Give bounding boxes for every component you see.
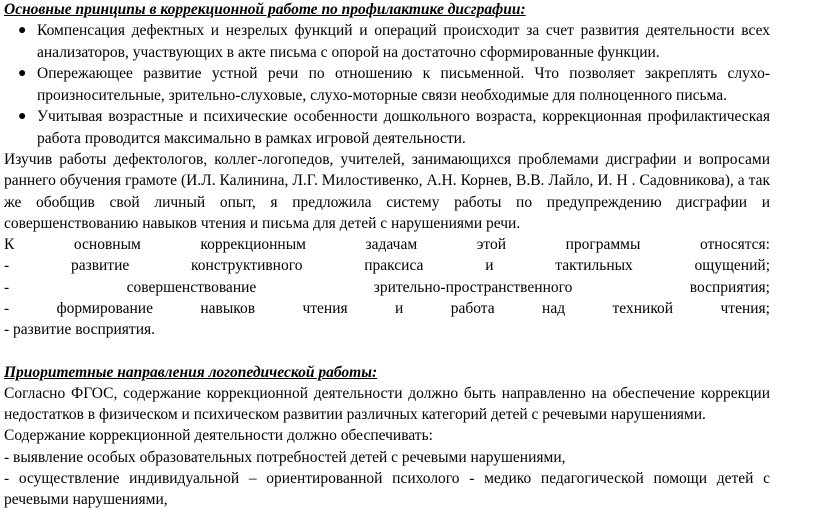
body-paragraph-content: Содержание коррекционной деятельности должно обеспечивать: <box>4 427 433 445</box>
bullet-icon: ● <box>18 109 27 124</box>
spacer <box>4 341 770 363</box>
content-item: - выявление особых образовательных потребностей детей с речевыми нарушениями, <box>4 448 566 466</box>
task-item: - совершенствование зрительно-пространственного восприятия; <box>4 278 770 296</box>
list-item-text: Опережающее развитие устной речи по отношению к письменной. Что позволяет закреплять слухо-произносительные, зрительно-слуховые, слухо-моторные связи необходимые для полноценного письма. <box>37 65 770 104</box>
task-item: - формирование навыков чтения и работа над техникой чтения; <box>4 300 770 318</box>
list-item <box>4 20 770 63</box>
task-item: - развитие восприятия. <box>4 321 155 339</box>
list-item-text: Учитывая возрастные и психические особенности дошкольного возраста, коррекционная профилактическая работа проводится максимально в рамках игровой деятельности. <box>37 108 770 147</box>
list-item <box>4 63 770 106</box>
section-heading-priorities: Приоритетные направления логопедической работы: <box>4 363 378 381</box>
tasks-intro: К основным коррекционным задачам этой программы относятся: <box>4 236 770 254</box>
document-page <box>4 0 770 510</box>
list-item-text: Компенсация дефектных и незрелых функций и операций происходит за счет развития деятельности всех анализаторов, участвующих в акте письма с опорой на достаточно сформированные функции. <box>37 22 770 61</box>
content-item: - осуществление индивидуальной – ориентированной психолого - медико педагогической помощи детей с речевыми нарушениями, <box>4 469 770 509</box>
list-item <box>4 106 770 149</box>
body-paragraph-fgos: Согласно ФГОС, содержание коррекционной деятельности должно быть направленно на обеспечение коррекции недостатков в физическом и психическом развитии различных категорий детей с речевыми нарушениями. <box>4 384 770 423</box>
body-paragraph-system: Изучив работы дефектологов, коллег-логопедов, учителей, занимающихся проблемами дисграфии и вопросами раннего обучения грамоте (И.Л. Калинина, Л.Г. Милостивенко, А.Н. Корнев, В.В. Лайло, И. Н . Садовникова), а так же обобщив свой личный опыт, я предложила систему работы по предупреждению дисграфии и совершенствованию навыков чтения и письма для детей с нарушениями речи. <box>4 151 770 232</box>
section-heading-principles: Основные принципы в коррекционной работе по профилактике дисграфии: <box>4 1 526 18</box>
task-item: - развитие конструктивного праксиса и тактильных ощущений; <box>4 257 770 275</box>
principles-list <box>4 20 770 149</box>
bullet-icon: ● <box>18 23 27 38</box>
bullet-icon: ● <box>18 66 27 81</box>
